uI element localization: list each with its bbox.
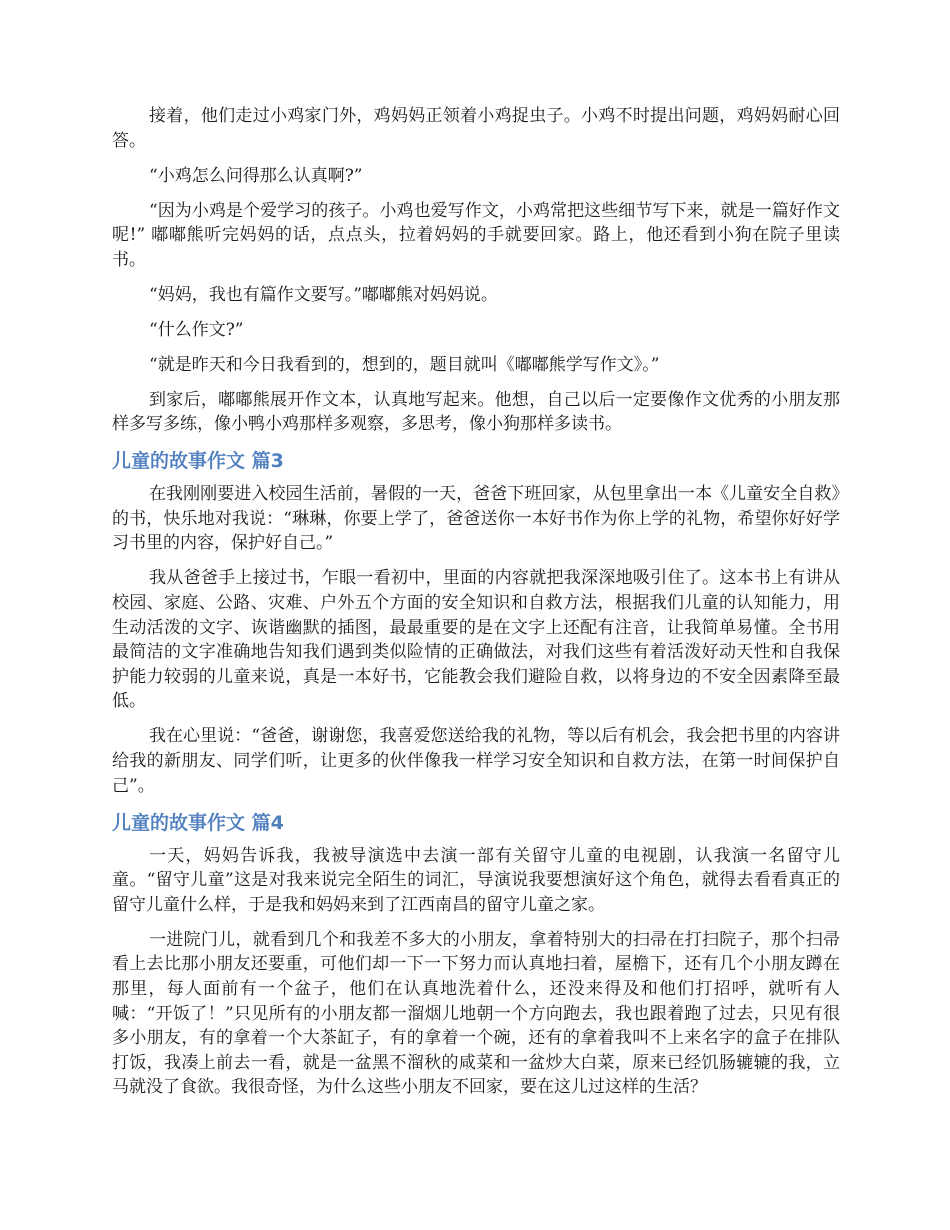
paragraph: 接着，他们走过小鸡家门外，鸡妈妈正领着小鸡捉虫子。小鸡不时提出问题，鸡妈妈耐心回答。 bbox=[112, 106, 840, 151]
section-heading-3: 儿童的故事作文 篇3 bbox=[112, 450, 284, 473]
paragraph: “就是昨天和今日我看到的，想到的，题目就叫《嘟嘟熊学写作文》。” bbox=[149, 354, 660, 375]
paragraph: 到家后，嘟嘟熊展开作文本，认真地写起来。他想，自己以后一定要像作文优秀的小朋友那样多写多练，像小鸭小鸡那样多观察，多思考，像小狗那样多读书。 bbox=[112, 389, 840, 435]
paragraph: 在我刚刚要进入校园生活前，暑假的一天，爸爸下班回家，从包里拿出一本《儿童安全自救》的书，快乐地对我说：“琳琳，你要上学了，爸爸送你一本好书作为你上学的礼物，希望你好好学习书里的内容，保护好自己。” bbox=[112, 484, 840, 554]
section-heading-4: 儿童的故事作文 篇4 bbox=[112, 811, 284, 834]
paragraph: 我在心里说：“爸爸，谢谢您，我喜爱您送给我的礼物，等以后有机会，我会把书里的内容讲给我的新朋友、同学们听，让更多的伙伴像我一样学习安全知识和自救方法，在第一时间保护自己”。 bbox=[112, 726, 840, 796]
paragraph: 一进院门儿，就看到几个和我差不多大的小朋友，拿着特别大的扫帚在打扫院子，那个扫帚看上去比那小朋友还要重，可他们却一下一下努力而认真地扫着，屋檐下，还有几个小朋友蹲在那里，每人面前有一个盆子，他们在认真地洗着什么，还没来得及和他们打招呼，就听有人喊：“开饭了！”只见所有的小朋友都一溜烟儿地朝一个方向跑去，我也跟着跑了过去，只见有很多小朋友，有的拿着一个大茶缸子，有的拿着一个碗，还有的拿着我叫不上来名字的盒子在排队打饭，我凑上前去一看，就是一盆黑不溜秋的咸菜和一盆炒大白菜，原来已经饥肠辘辘的我，立马就没了食欲。我很奇怪，为什么这些小朋友不回家，要在这儿过这样的生活？ bbox=[112, 929, 840, 1098]
paragraph: “小鸡怎么问得那么认真啊?” bbox=[149, 165, 363, 186]
paragraph: “什么作文?” bbox=[149, 319, 244, 340]
paragraph: “因为小鸡是个爱学习的孩子。小鸡也爱写作文，小鸡常把这些细节写下来，就是一篇好作文呢!” 嘟嘟熊听完妈妈的话，点点头，拉着妈妈的手就要回家。路上，他还看到小狗在院子里读书。 bbox=[112, 200, 840, 270]
paragraph: “妈妈，我也有篇作文要写。”嘟嘟熊对妈妈说。 bbox=[149, 284, 498, 305]
paragraph: 我从爸爸手上接过书，乍眼一看初中，里面的内容就把我深深地吸引住了。这本书上有讲从校园、家庭、公路、灾难、户外五个方面的安全知识和自救方法，根据我们儿童的认知能力，用生动活泼的文字、诙谐幽默的插图，最最重要的是在文字上还配有注音，让我简单易懂。全书用最简洁的文字准确地告知我们遇到类似险情的正确做法，对我们这些有着活泼好动天性和自我保护能力较弱的儿童来说，真是一本好书，它能教会我们避险自救，以将身边的不安全因素降至最低。 bbox=[112, 568, 840, 712]
paragraph: 一天，妈妈告诉我，我被导演选中去演一部有关留守儿童的电视剧，认我演一名留守儿童。“留守儿童”这是对我来说完全陌生的词汇，导演说我要想演好这个角色，就得去看看真正的留守儿童什么样，于是我和妈妈来到了江西南昌的留守儿童之家。 bbox=[112, 845, 840, 915]
document-page bbox=[112, 104, 840, 1110]
